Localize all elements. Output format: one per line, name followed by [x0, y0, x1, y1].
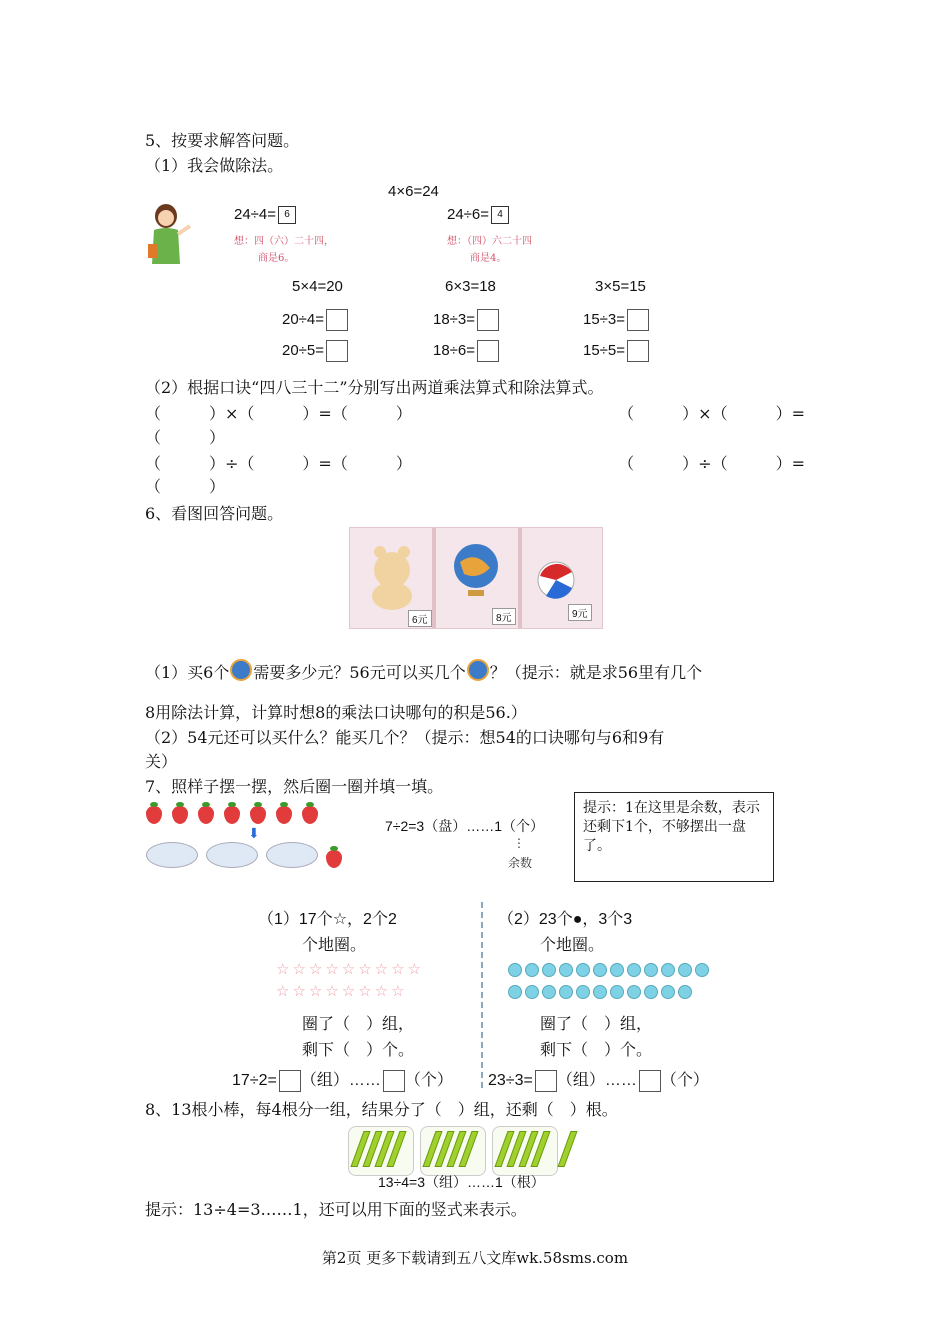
q5-r2-1-text: 20÷5= — [282, 341, 325, 359]
price-tag-bear: 6元 — [408, 610, 432, 627]
stick-group — [420, 1126, 486, 1176]
q8-hint: 提示：13÷4=3……1，还可以用下面的竖式来表示。 — [145, 1200, 527, 1219]
q7-p2-title2: 个地圈。 — [540, 937, 605, 954]
q7-p1-left: 剩下（ ）个。 — [302, 1042, 415, 1059]
q7-p2-eq-b: （组）…… — [556, 1072, 637, 1089]
teacher-illustration — [146, 200, 194, 266]
q5-r2-1 — [282, 340, 348, 362]
q7-p1-eq-b: （组）…… — [300, 1072, 381, 1089]
stick-single — [557, 1131, 577, 1167]
q7-p1-circled: 圈了（ ）组， — [302, 1016, 415, 1033]
stars-row-1: ☆☆☆☆☆☆☆☆☆ — [276, 960, 425, 978]
q5-ex1 — [234, 206, 296, 224]
q5-div-b: （ ）÷（ ）= — [618, 454, 805, 473]
q5-title: 5、按要求解答问题。 — [145, 131, 300, 150]
strawberry-icon — [172, 806, 188, 824]
strawberry-icon — [276, 806, 292, 824]
q5-ex2-hint1: 想：（四）六二十四 — [447, 236, 532, 247]
globe-icon — [467, 659, 489, 681]
stick-group — [492, 1126, 558, 1176]
q5-r1-2 — [433, 309, 499, 331]
q5-r1-3-text: 15÷3= — [583, 310, 626, 328]
q5-ex1-eq: 24÷4= — [234, 206, 277, 223]
strawberry-row — [146, 806, 328, 828]
answer-box[interactable] — [383, 1070, 405, 1092]
strawberry-icon — [250, 806, 266, 824]
q7-p2-eq-a: 23÷3= — [488, 1072, 533, 1089]
q5-ex2-hint2: 商是4。 — [470, 253, 507, 264]
strawberry-icon — [326, 850, 342, 868]
plate-icon — [206, 842, 258, 868]
answer-box[interactable] — [477, 309, 499, 331]
plates-row — [146, 842, 352, 872]
divider — [481, 902, 483, 1088]
q5-ex2-eq: 24÷6= — [447, 206, 490, 223]
q5-div-row — [145, 451, 805, 474]
q5-r2-2-text: 18÷6= — [433, 341, 476, 359]
q6-sub2-line1: （2）54元还可以买什么？能买几个？（提示：想54的口诀哪句与6和9有 — [145, 728, 665, 747]
globe-icon — [230, 659, 252, 681]
q6-sub1 — [145, 659, 702, 683]
answer-box[interactable] — [627, 340, 649, 362]
q6-sub2-line2: 关） — [145, 752, 178, 771]
plate-icon — [266, 842, 318, 868]
q7-p1-eq-c: （个） — [404, 1072, 453, 1089]
q5-r1-1-text: 20÷4= — [282, 310, 325, 328]
plate-icon — [146, 842, 198, 868]
arrow-down-icon: ⬇ — [248, 826, 260, 842]
q7-p1-eq — [232, 1067, 453, 1092]
q6-sub1-b: 需要多少元？56元可以买几个 — [253, 663, 466, 682]
dots-row-1 — [508, 962, 712, 981]
shop-illustration — [349, 527, 603, 629]
q7-p2-eq — [488, 1067, 709, 1092]
q5-r1-3 — [583, 309, 649, 331]
q5-ex1-hint1: 想：四（六）二十四， — [234, 236, 334, 247]
q5-ex2-answer: 4 — [491, 206, 509, 224]
q5-mul-a: （ ）×（ ）=（ ） — [145, 404, 412, 423]
dots-row-2 — [508, 984, 695, 1003]
q5-div-a: （ ）÷（ ）=（ ） — [145, 454, 412, 473]
strawberry-icon — [302, 806, 318, 824]
q5-sub1: （1）我会做除法。 — [145, 156, 284, 175]
q5-r2-3 — [583, 340, 649, 362]
q7-p1-title2: 个地圈。 — [302, 937, 367, 954]
q6-sub1-a: （1）买6个 — [145, 663, 230, 682]
q5-top-fact: 4×6=24 — [388, 183, 439, 200]
q6-sub1-c: ？（提示：就是求56里有几个 — [489, 663, 703, 682]
q7-p2-eq-c: （个） — [660, 1072, 709, 1089]
answer-box[interactable] — [639, 1070, 661, 1092]
q7-remainder-label: 余数 — [508, 856, 533, 870]
q7-p1-title: （1）17个☆，2个2 — [258, 911, 397, 928]
q5-fact-2: 6×3=18 — [445, 278, 496, 295]
q5-r1-1 — [282, 309, 348, 331]
stars-row-2: ☆☆☆☆☆☆☆☆ — [276, 982, 408, 1000]
q7-p2-title: （2）23个●，3个3 — [498, 911, 633, 928]
answer-box[interactable] — [326, 309, 348, 331]
q7-p2-left: 剩下（ ）个。 — [540, 1042, 653, 1059]
answer-box[interactable] — [279, 1070, 301, 1092]
q8-eq: 13÷4=3（组）……1（根） — [378, 1174, 545, 1190]
q6-title: 6、看图回答问题。 — [145, 504, 284, 523]
answer-box[interactable] — [535, 1070, 557, 1092]
q7-hint-box: 提示：1在这里是余数，表示还剩下1个，不够摆出一盘了。 — [574, 792, 774, 882]
q5-div-tail: （ ） — [145, 477, 226, 496]
q5-r1-2-text: 18÷3= — [433, 310, 476, 328]
q5-ex2 — [447, 206, 509, 224]
price-tag-ball: 9元 — [568, 604, 592, 621]
q5-mul-tail: （ ） — [145, 428, 226, 447]
q5-sub2: （2）根据口诀“四八三十二”分别写出两道乘法算式和除法算式。 — [145, 378, 604, 397]
answer-box[interactable] — [477, 340, 499, 362]
q5-r2-3-text: 15÷5= — [583, 341, 626, 359]
q7-p1-eq-a: 17÷2= — [232, 1072, 277, 1089]
strawberry-icon — [224, 806, 240, 824]
q5-ex1-answer: 6 — [278, 206, 296, 224]
q8-title: 8、13根小棒，每4根分一组，结果分了（ ）组，还剩（ ）根。 — [145, 1100, 618, 1119]
q6-sub1-line2: 8用除法计算，计算时想8的乘法口诀哪句的积是56.） — [145, 703, 527, 722]
strawberry-icon — [146, 806, 162, 824]
q7-title: 7、照样子摆一摆，然后圈一圈并填一填。 — [145, 777, 444, 796]
stick-group — [348, 1126, 414, 1176]
q5-r2-2 — [433, 340, 499, 362]
q5-fact-1: 5×4=20 — [292, 278, 343, 295]
q5-mul-b: （ ）×（ ）= — [618, 404, 805, 423]
q7-p2-circled: 圈了（ ）组， — [540, 1016, 653, 1033]
dots-icon: ⋮ — [513, 836, 525, 850]
q5-ex1-hint2: 商是6。 — [258, 253, 295, 264]
answer-box[interactable] — [627, 309, 649, 331]
q7-example-eq: 7÷2=3（盘）……1（个） — [385, 818, 545, 834]
answer-box[interactable] — [326, 340, 348, 362]
sticks-illustration — [348, 1126, 576, 1176]
strawberry-icon — [198, 806, 214, 824]
q5-mul-row — [145, 401, 805, 424]
q5-fact-3: 3×5=15 — [595, 278, 646, 295]
page-footer: 第2页 更多下载请到五八文库wk.58sms.com — [321, 1249, 629, 1267]
price-tag-globe: 8元 — [492, 608, 516, 625]
